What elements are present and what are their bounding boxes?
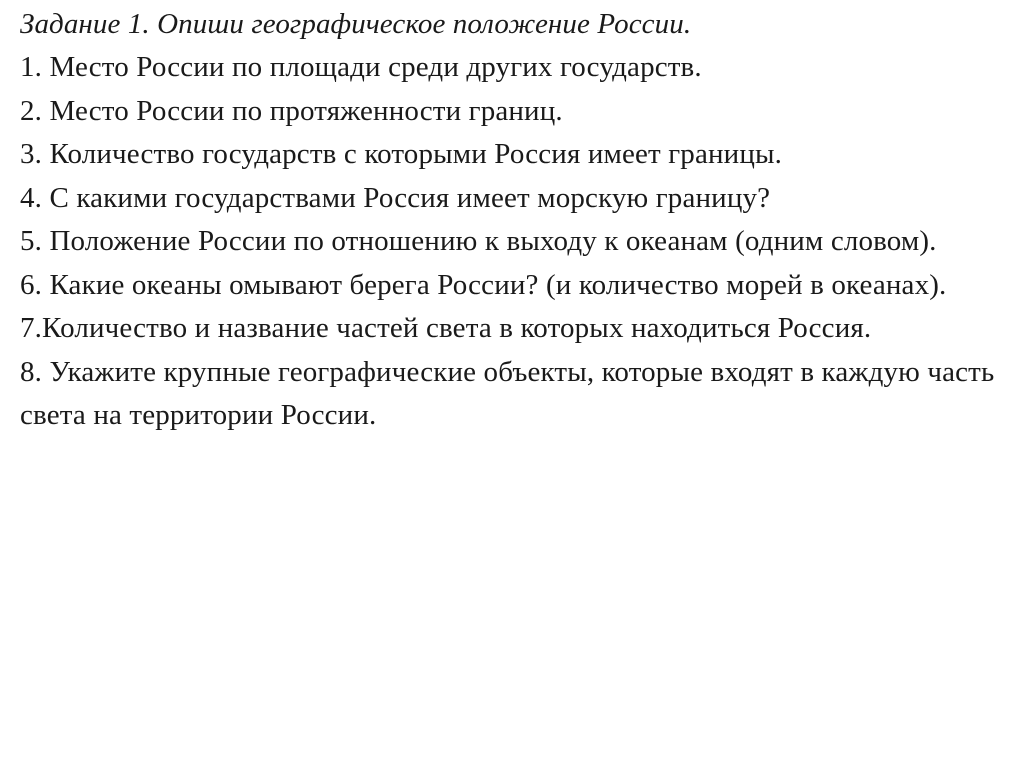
question-item-6: 6. Какие океаны омывают берега России? (и количество морей в океанах). [20,268,947,301]
question-item-5: 5. Положение России по отношению к выходу к океанам (одним словом). [20,225,937,257]
question-item-1: 1. Место России по площади среди других государств. [20,51,702,83]
question-item-8: 8. Укажите крупные географические объекты, которые входят в каждую часть света на территории России. [20,355,995,431]
question-item-2: 2. Место России по протяженности границ. [20,94,563,127]
question-item-3: 3. Количество государств с которыми Россия имеет границы. [20,138,783,170]
task-title: Задание 1. Опиши географическое положение России. [20,8,692,40]
question-item-7: 7.Количество и название частей света в которых находиться Россия. [20,312,872,344]
question-item-4: 4. С какими государствами Россия имеет морскую границу? [20,181,771,214]
question-list [20,46,1000,438]
slide-content [20,0,1000,438]
